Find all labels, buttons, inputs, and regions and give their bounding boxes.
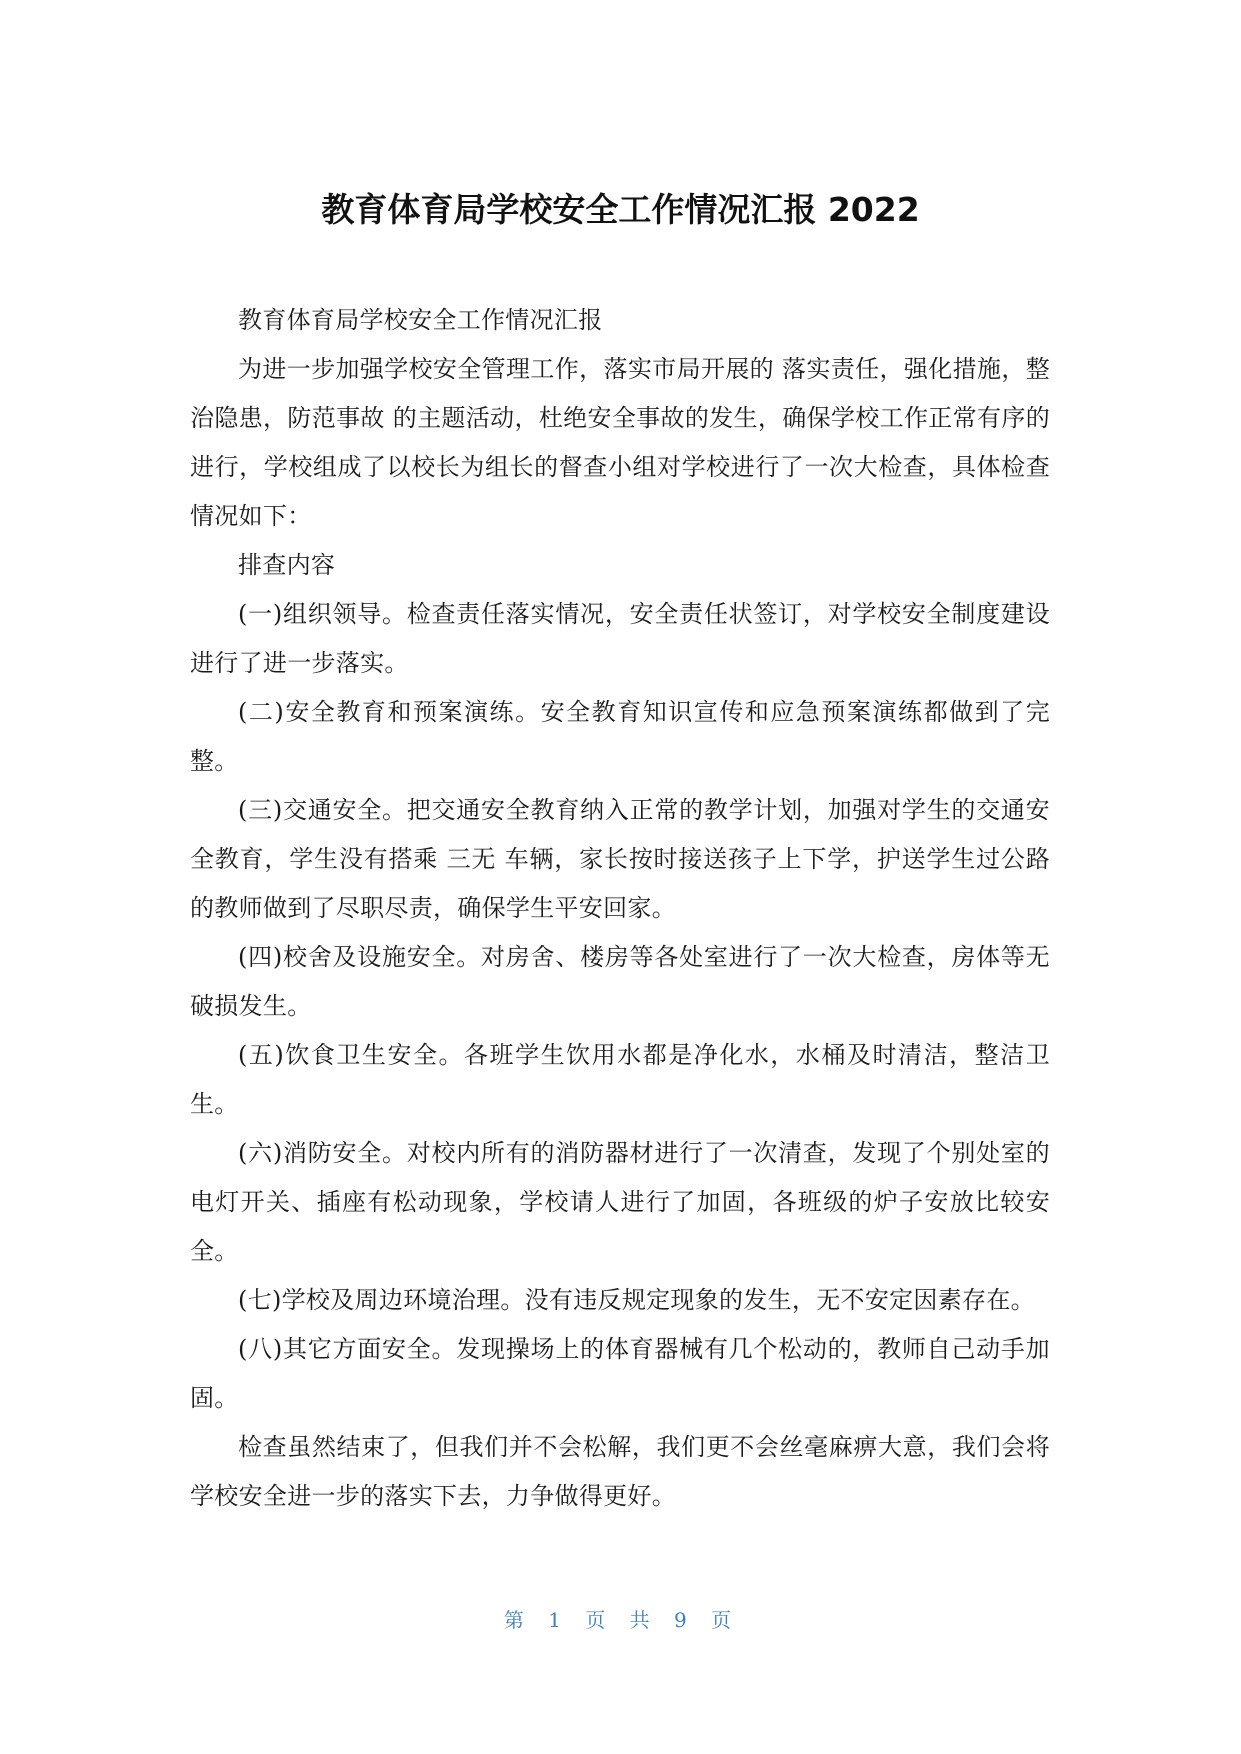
paragraph-section-label: 排查内容 [238, 551, 336, 579]
paragraph-item-4: (四)校舍及设施安全。对房舍、楼房等各处室进行了一次大检查，房体等无破损发生。 [190, 943, 1050, 1020]
paragraph-conclusion: 检查虽然结束了，但我们并不会松解，我们更不会丝毫麻痹大意，我们会将学校安全进一步的落实下去，力争做得更好。 [190, 1433, 1050, 1510]
paragraph-item-8: (八)其它方面安全。发现操场上的体育器械有几个松动的，教师自己动手加固。 [190, 1335, 1050, 1412]
page-number-footer: 第 1 页 共 9 页 [503, 1608, 738, 1632]
document-title: 教育体育局学校安全工作情况汇报 2022 [321, 190, 920, 229]
paragraph-item-7: (七)学校及周边环境治理。没有违反规定现象的发生，无不安定因素存在。 [238, 1286, 1035, 1314]
paragraph-intro: 为进一步加强学校安全管理工作，落实市局开展的 落实责任，强化措施，整治隐患，防范事故 的主题活动，杜绝安全事故的发生，确保学校工作正常有序的进行，学校组成了以校长为组长的督查小组对学校进行了一次大检查，具体检查情况如下： [190, 355, 1050, 530]
paragraph-item-6: (六)消防安全。对校内所有的消防器材进行了一次清查，发现了个别处室的电灯开关、插座有松动现象，学校请人进行了加固，各班级的炉子安放比较安全。 [190, 1139, 1050, 1265]
paragraph-item-3: (三)交通安全。把交通安全教育纳入正常的教学计划，加强对学生的交通安全教育，学生没有搭乘 三无 车辆，家长按时接送孩子上下学，护送学生过公路的教师做到了尽职尽责，确保学生平安回家。 [190, 796, 1050, 922]
paragraph-item-1: (一)组织领导。检查责任落实情况，安全责任状签订，对学校安全制度建设进行了进一步落实。 [190, 600, 1050, 677]
document-body [190, 296, 1050, 1521]
paragraph-item-5: (五)饮食卫生安全。各班学生饮用水都是净化水，水桶及时清洁，整洁卫生。 [190, 1041, 1050, 1118]
paragraph-item-2: (二)安全教育和预案演练。安全教育知识宣传和应急预案演练都做到了完整。 [190, 698, 1050, 775]
paragraph-heading: 教育体育局学校安全工作情况汇报 [238, 306, 603, 334]
